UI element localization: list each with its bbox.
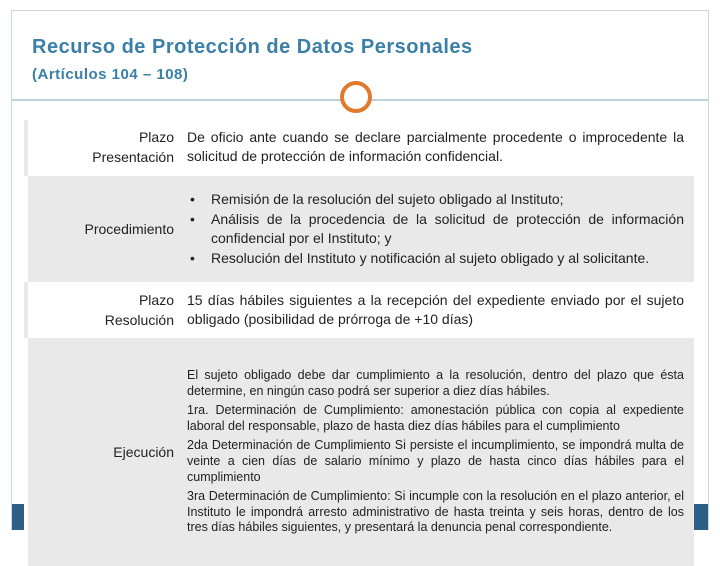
row-text-procedimiento	[179, 175, 694, 282]
bullet-icon: •	[190, 249, 195, 266]
orange-ring-icon	[340, 81, 372, 113]
list-item-text: Remisión de la resolución del sujeto obligado al Instituto;	[211, 191, 564, 207]
row-label-procedimiento: Procedimiento	[26, 175, 179, 282]
row-text-plazo-presentacion: De oficio ante cuando se declare parcialmente procedente o improcedente la solicitud de protección de información confidencial.	[179, 120, 694, 175]
execution-paragraph: 2da Determinación de Cumplimiento Si persiste el incumplimiento, se impondrá multa de veinte a cien días de salario mínimo y plazo de hasta cinco días hábiles para el cumplimiento	[187, 438, 684, 484]
table-row-procedimiento	[26, 175, 694, 282]
row-label-plazo-presentacion	[26, 120, 179, 175]
list-item-text: Resolución del Instituto y notificación al sujeto obligado y al solicitante.	[211, 249, 650, 266]
execution-paragraph: 3ra Determinación de Cumplimiento: Si incumple con la resolución en el plazo anterior, el Instituto le impondrá arresto administrativo de hasta treinta y seis horas, dentro de los tres días hábiles siguientes, y presentará la denuncia penal correspondiente.	[187, 489, 684, 535]
execution-paragraph: 1ra. Determinación de Cumplimiento: amonestación pública con copia al expediente laboral del responsable, plazo de hasta diez días hábiles para el cumplimiento	[187, 403, 684, 433]
slide-subtitle: (Artículos 104 – 108)	[32, 66, 189, 83]
label-line: Presentación	[92, 149, 174, 165]
row-text-ejecucion	[179, 338, 694, 566]
table-row-plazo-presentacion	[26, 120, 694, 175]
slide-title: Recurso de Protección de Datos Personales	[32, 36, 473, 58]
list-item	[187, 210, 684, 249]
list-item-text: Análisis de la procedencia de la solicitud de protección de información confidencial por el Instituto; y	[211, 210, 684, 246]
row-text-plazo-resolucion: 15 días hábiles siguientes a la recepción del expediente enviado por el sujeto obligado (posibilidad de prórroga de +10 días)	[179, 282, 694, 338]
row-label-plazo-resolucion	[26, 282, 179, 338]
execution-paragraph: El sujeto obligado debe dar cumplimiento a la resolución, dentro del plazo que ésta determine, en ningún caso podrá ser superior a diez días hábiles.	[187, 368, 684, 398]
procedure-list	[187, 190, 684, 268]
label-line: Plazo	[138, 292, 174, 308]
list-item	[187, 249, 684, 269]
bullet-icon: •	[190, 191, 195, 207]
label-line: Resolución	[104, 312, 174, 328]
label-line: Plazo	[138, 129, 174, 145]
table-row-plazo-resolucion	[26, 282, 694, 338]
row-label-ejecucion: Ejecución	[26, 338, 179, 566]
bullet-icon: •	[190, 210, 195, 227]
list-item	[187, 190, 684, 210]
table-row-ejecucion	[26, 338, 694, 566]
info-table	[24, 120, 694, 566]
